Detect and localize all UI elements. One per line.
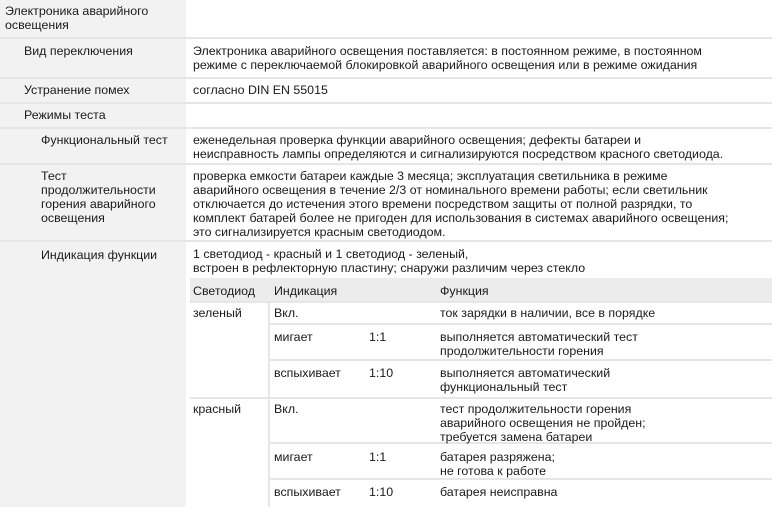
label-test-modes: Режимы теста — [24, 108, 106, 122]
row-separator — [0, 240, 772, 242]
led-function: батарея неисправна — [440, 485, 558, 499]
led-table-separator — [190, 301, 772, 303]
led-table-divider — [268, 301, 270, 397]
led-state: Вкл. — [274, 306, 299, 320]
led-ratio: 1:1 — [369, 450, 387, 464]
led-header-led: Светодиод — [193, 284, 256, 298]
row-separator — [0, 37, 772, 39]
value-function-test: еженедельная проверка функции аварийного освещения; дефекты батареи и неисправность лампы определяются и сигнализируются посредством красного светодиода. — [193, 133, 724, 161]
led-function: выполняется автоматический функциональный тест — [440, 366, 611, 394]
led-table-separator — [190, 397, 772, 399]
led-color-red: красный — [193, 402, 242, 416]
led-ratio: 1:10 — [369, 366, 394, 380]
value-duration-test: проверка емкости батареи каждые 3 месяца; эксплуатация светильника в режиме аварийного освещения в течение 2/3 от номинального времени работы; если светильник отключается до истечения этого времени посредством защиты от полной разрядки, то комплект батарей более не пригоден для использования в системах аварийного освещения; это сигнализируется красным светодиодом. — [193, 169, 729, 239]
label-function-indication: Индикация функции — [41, 248, 158, 262]
led-function: тест продолжительности горения аварийного освещения не пройден; требуется замена батареи — [440, 402, 646, 444]
label-interference: Устранение помех — [24, 83, 130, 97]
value-function-indication: 1 светодиод - красный и 1 светодиод - зеленый, встроен в рефлекторную пластину; снаружи различим через стекло — [193, 247, 586, 275]
led-ratio: 1:1 — [369, 330, 387, 344]
led-header-function: Функция — [440, 284, 489, 298]
led-state: вспыхивает — [274, 485, 341, 499]
led-color-green: зеленый — [193, 306, 242, 320]
led-state: мигает — [274, 450, 313, 464]
row-separator — [0, 163, 772, 165]
led-table-divider — [268, 397, 270, 507]
label-duration-test: Тест продолжительности горения аварийного освещения — [41, 169, 156, 225]
led-table-separator — [270, 359, 772, 361]
led-function: ток зарядки в наличии, все в порядке — [440, 306, 656, 320]
led-function: батарея разряжена; не готова к работе — [440, 450, 555, 478]
led-function: выполняется автоматический тест продолжительности горения — [440, 330, 638, 358]
led-state: Вкл. — [274, 402, 299, 416]
section-title: Электроника аварийного освещения — [5, 4, 149, 32]
row-separator — [0, 77, 772, 79]
led-table-separator — [270, 323, 772, 325]
label-switch-mode: Вид переключения — [24, 44, 133, 58]
label-function-test: Функциональный тест — [41, 133, 168, 147]
led-header-indication: Индикация — [274, 284, 338, 298]
row-separator — [0, 127, 772, 129]
led-state: мигает — [274, 330, 313, 344]
value-switch-mode: Электроника аварийного освещения поставляется: в постоянном режиме, в постоянном режиме с переключаемой блокировкой аварийного освещения или в режиме ожидания — [193, 44, 702, 72]
row-separator — [0, 102, 772, 104]
led-table-separator — [270, 478, 772, 480]
led-ratio: 1:10 — [369, 485, 394, 499]
value-interference: согласно DIN EN 55015 — [193, 83, 328, 97]
led-state: вспыхивает — [274, 366, 341, 380]
